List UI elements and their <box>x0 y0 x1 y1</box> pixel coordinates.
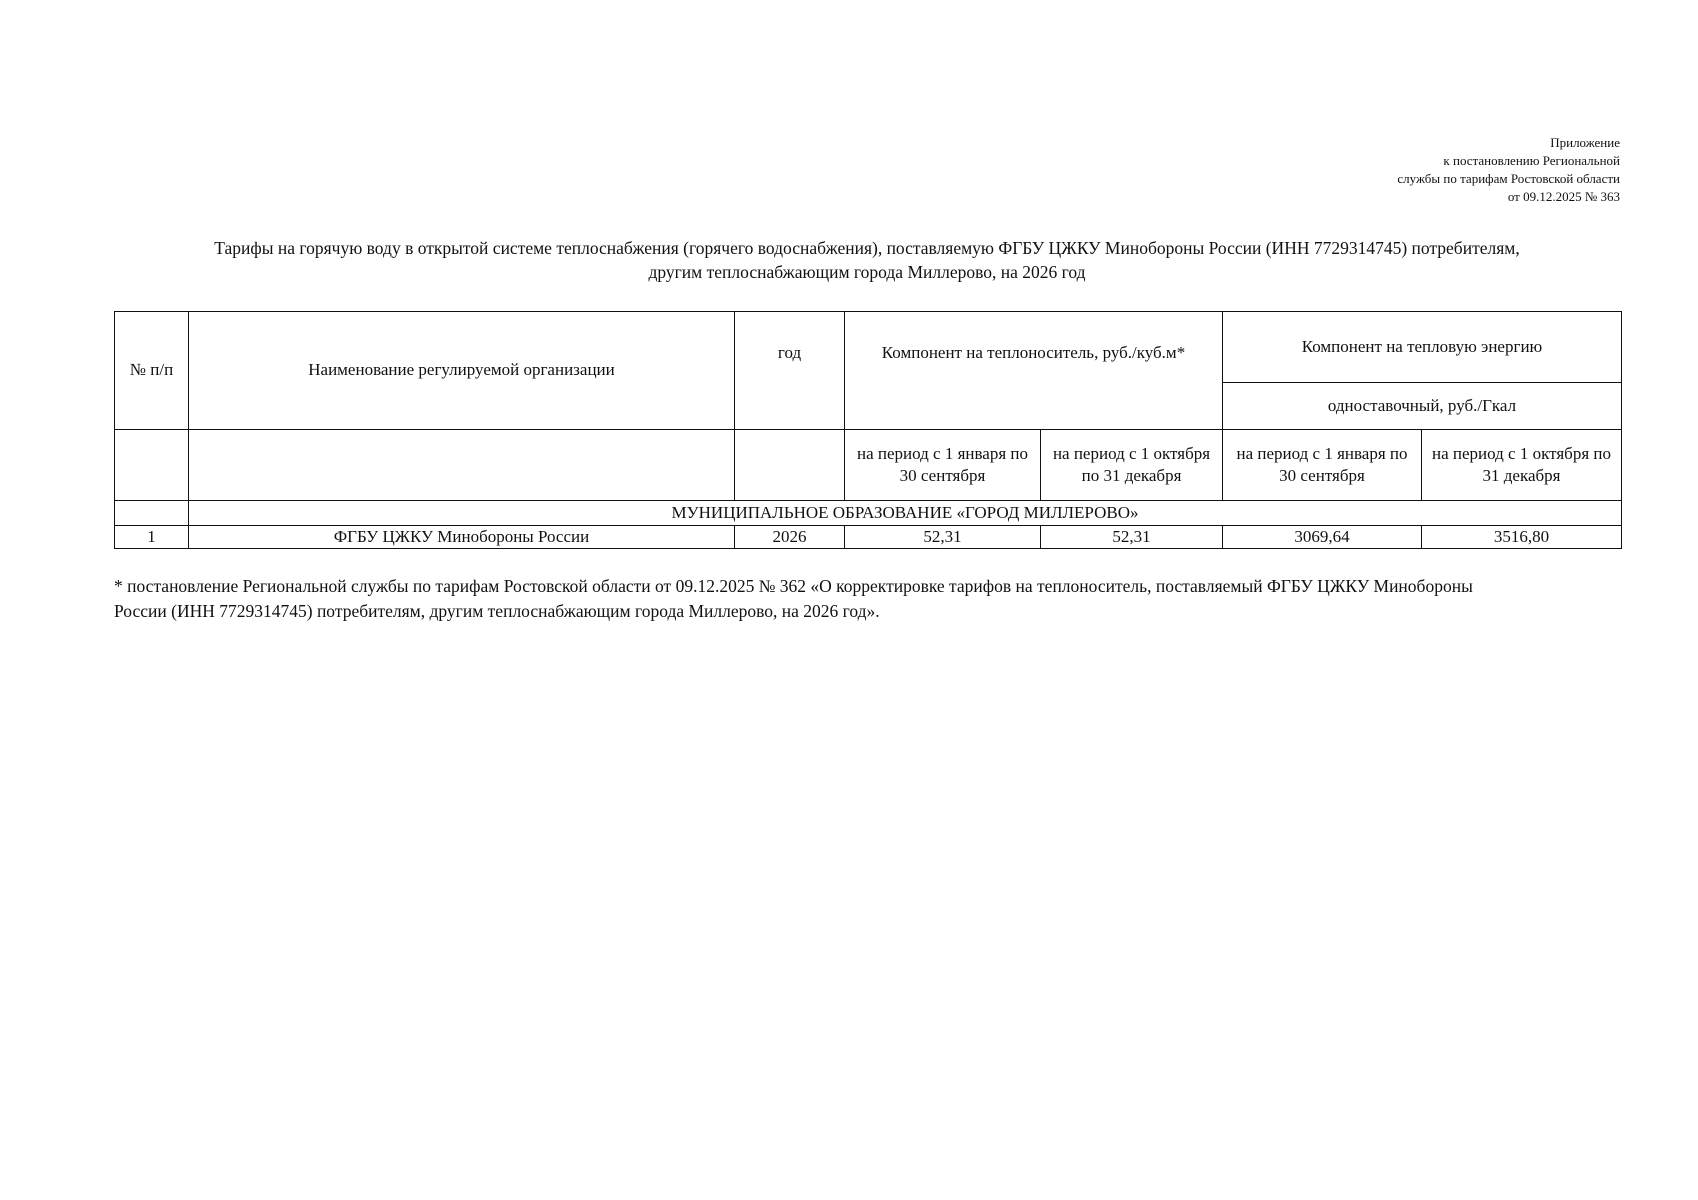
header-num: № п/п <box>115 312 189 430</box>
cell-heat-period-1: 3069,64 <box>1223 525 1422 548</box>
header-row <box>115 312 1622 383</box>
cell-org: ФГБУ ЦЖКУ Минобороны России <box>189 525 735 548</box>
header-num-spacer <box>115 429 189 500</box>
footnote-line: * постановление Региональной службы по тарифам Ростовской области от 09.12.2025 № 362 «О корректировке тарифов на теплоноситель, поставляемый ФГБУ ЦЖКУ Минобороны <box>114 576 1473 596</box>
footnote <box>114 574 1624 624</box>
header-carrier: Компонент на теплоноситель, руб./куб.м* <box>845 312 1223 430</box>
header-heat: Компонент на тепловую энергию <box>1223 312 1622 383</box>
header-year-blank <box>735 429 845 500</box>
appendix-line: к постановлению Региональной <box>1443 153 1620 168</box>
appendix-line: службы по тарифам Ростовской области <box>1397 171 1620 186</box>
header-carrier-period-1: на период с 1 января по 30 сентября <box>845 429 1041 500</box>
title-line: Тарифы на горячую воду в открытой системе теплоснабжения (горячего водоснабжения), поставляемую ФГБУ ЦЖКУ Минобороны России (ИНН 7729314745) потребителям, <box>214 238 1520 258</box>
cell-carrier-period-1: 52,31 <box>845 525 1041 548</box>
footnote-line: России (ИНН 7729314745) потребителям, другим теплоснабжающим города Миллерово, на 2026 год». <box>114 601 880 621</box>
header-org: Наименование регулируемой организации <box>189 312 735 430</box>
section-row <box>115 500 1622 525</box>
appendix-line: Приложение <box>1550 135 1620 150</box>
section-title: МУНИЦИПАЛЬНОЕ ОБРАЗОВАНИЕ «ГОРОД МИЛЛЕРОВО» <box>189 500 1622 525</box>
header-org-spacer <box>189 429 735 500</box>
header-year: год <box>735 312 845 383</box>
document-title <box>114 236 1620 284</box>
cell-num: 1 <box>115 525 189 548</box>
header-heat-period-2: на период с 1 октября по 31 декабря <box>1422 429 1622 500</box>
header-year-spacer <box>735 382 845 429</box>
header-heat-sub: одноставочный, руб./Гкал <box>1223 382 1622 429</box>
tariff-table <box>114 311 1622 549</box>
title-line: другим теплоснабжающим города Миллерово, на 2026 год <box>648 262 1086 282</box>
appendix-line: от 09.12.2025 № 363 <box>1507 189 1620 204</box>
section-num-blank <box>115 500 189 525</box>
header-row <box>115 429 1622 500</box>
cell-carrier-period-2: 52,31 <box>1041 525 1223 548</box>
table-row <box>115 525 1622 548</box>
cell-heat-period-2: 3516,80 <box>1422 525 1622 548</box>
header-heat-period-1: на период с 1 января по 30 сентября <box>1223 429 1422 500</box>
appendix-note <box>1397 134 1620 206</box>
cell-year: 2026 <box>735 525 845 548</box>
header-carrier-period-2: на период с 1 октября по 31 декабря <box>1041 429 1223 500</box>
